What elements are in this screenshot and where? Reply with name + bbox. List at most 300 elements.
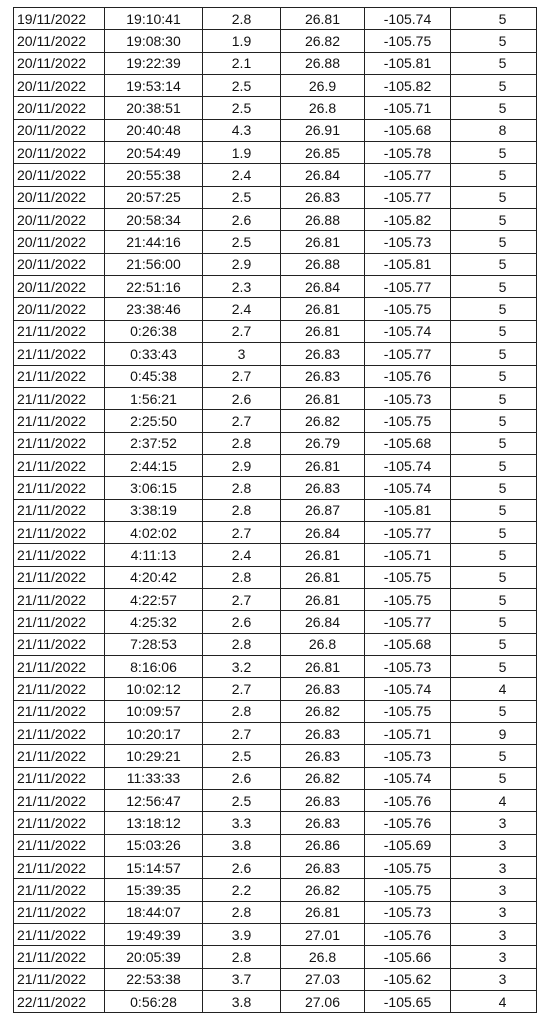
table-row xyxy=(14,611,537,633)
latitude-cell: 26.82 xyxy=(281,879,365,901)
date-cell: 21/11/2022 xyxy=(14,499,105,521)
longitude-cell: -105.75 xyxy=(365,588,451,610)
count-cell: 5 xyxy=(451,477,537,499)
longitude-cell: -105.81 xyxy=(365,499,451,521)
magnitude-cell: 2.6 xyxy=(203,857,281,879)
table-row xyxy=(14,52,537,74)
count-cell: 5 xyxy=(451,588,537,610)
time-cell: 7:28:53 xyxy=(105,633,203,655)
time-cell: 20:05:39 xyxy=(105,946,203,968)
time-cell: 0:33:43 xyxy=(105,343,203,365)
magnitude-cell: 2.5 xyxy=(203,745,281,767)
time-cell: 20:54:49 xyxy=(105,142,203,164)
time-cell: 11:33:33 xyxy=(105,767,203,789)
longitude-cell: -105.75 xyxy=(365,857,451,879)
count-cell: 3 xyxy=(451,924,537,946)
table-row xyxy=(14,186,537,208)
date-cell: 21/11/2022 xyxy=(14,343,105,365)
date-cell: 21/11/2022 xyxy=(14,968,105,990)
count-cell: 5 xyxy=(451,343,537,365)
table-row xyxy=(14,276,537,298)
time-cell: 20:55:38 xyxy=(105,164,203,186)
date-cell: 19/11/2022 xyxy=(14,8,105,30)
time-cell: 20:38:51 xyxy=(105,97,203,119)
time-cell: 19:49:39 xyxy=(105,924,203,946)
count-cell: 4 xyxy=(451,790,537,812)
time-cell: 19:10:41 xyxy=(105,8,203,30)
date-cell: 20/11/2022 xyxy=(14,30,105,52)
count-cell: 5 xyxy=(451,320,537,342)
longitude-cell: -105.74 xyxy=(365,477,451,499)
longitude-cell: -105.77 xyxy=(365,611,451,633)
data-table xyxy=(13,7,537,1013)
time-cell: 10:20:17 xyxy=(105,723,203,745)
table-row xyxy=(14,410,537,432)
longitude-cell: -105.77 xyxy=(365,521,451,543)
table-row xyxy=(14,298,537,320)
count-cell: 5 xyxy=(451,566,537,588)
count-cell: 5 xyxy=(451,164,537,186)
longitude-cell: -105.65 xyxy=(365,991,451,1013)
date-cell: 21/11/2022 xyxy=(14,678,105,700)
latitude-cell: 26.81 xyxy=(281,454,365,476)
table-row xyxy=(14,723,537,745)
latitude-cell: 26.81 xyxy=(281,298,365,320)
time-cell: 2:25:50 xyxy=(105,410,203,432)
count-cell: 5 xyxy=(451,521,537,543)
date-cell: 21/11/2022 xyxy=(14,723,105,745)
table-row xyxy=(14,97,537,119)
count-cell: 5 xyxy=(451,432,537,454)
table-row xyxy=(14,588,537,610)
longitude-cell: -105.75 xyxy=(365,298,451,320)
time-cell: 10:09:57 xyxy=(105,700,203,722)
longitude-cell: -105.73 xyxy=(365,231,451,253)
latitude-cell: 26.81 xyxy=(281,8,365,30)
longitude-cell: -105.81 xyxy=(365,253,451,275)
magnitude-cell: 2.7 xyxy=(203,320,281,342)
time-cell: 4:22:57 xyxy=(105,588,203,610)
magnitude-cell: 2.8 xyxy=(203,566,281,588)
date-cell: 20/11/2022 xyxy=(14,164,105,186)
magnitude-cell: 2.6 xyxy=(203,209,281,231)
magnitude-cell: 2.8 xyxy=(203,901,281,923)
date-cell: 21/11/2022 xyxy=(14,812,105,834)
time-cell: 3:06:15 xyxy=(105,477,203,499)
count-cell: 5 xyxy=(451,387,537,409)
latitude-cell: 26.83 xyxy=(281,477,365,499)
time-cell: 2:44:15 xyxy=(105,454,203,476)
longitude-cell: -105.71 xyxy=(365,544,451,566)
table-row xyxy=(14,209,537,231)
date-cell: 21/11/2022 xyxy=(14,365,105,387)
count-cell: 3 xyxy=(451,901,537,923)
magnitude-cell: 2.8 xyxy=(203,700,281,722)
longitude-cell: -105.73 xyxy=(365,655,451,677)
count-cell: 3 xyxy=(451,857,537,879)
magnitude-cell: 2.5 xyxy=(203,186,281,208)
table-row xyxy=(14,8,537,30)
latitude-cell: 26.84 xyxy=(281,521,365,543)
date-cell: 21/11/2022 xyxy=(14,745,105,767)
table-row xyxy=(14,521,537,543)
magnitude-cell: 3.2 xyxy=(203,655,281,677)
table-row xyxy=(14,477,537,499)
longitude-cell: -105.82 xyxy=(365,209,451,231)
latitude-cell: 26.83 xyxy=(281,723,365,745)
date-cell: 21/11/2022 xyxy=(14,946,105,968)
count-cell: 5 xyxy=(451,231,537,253)
count-cell: 8 xyxy=(451,119,537,141)
longitude-cell: -105.62 xyxy=(365,968,451,990)
magnitude-cell: 2.8 xyxy=(203,477,281,499)
magnitude-cell: 2.5 xyxy=(203,231,281,253)
table-row xyxy=(14,879,537,901)
longitude-cell: -105.74 xyxy=(365,454,451,476)
count-cell: 5 xyxy=(451,633,537,655)
table-row xyxy=(14,30,537,52)
time-cell: 4:25:32 xyxy=(105,611,203,633)
date-cell: 20/11/2022 xyxy=(14,231,105,253)
table-row xyxy=(14,924,537,946)
count-cell: 5 xyxy=(451,209,537,231)
date-cell: 21/11/2022 xyxy=(14,588,105,610)
latitude-cell: 26.83 xyxy=(281,365,365,387)
magnitude-cell: 2.5 xyxy=(203,75,281,97)
magnitude-cell: 2.1 xyxy=(203,52,281,74)
longitude-cell: -105.68 xyxy=(365,633,451,655)
date-cell: 21/11/2022 xyxy=(14,655,105,677)
magnitude-cell: 4.3 xyxy=(203,119,281,141)
latitude-cell: 26.88 xyxy=(281,52,365,74)
time-cell: 3:38:19 xyxy=(105,499,203,521)
longitude-cell: -105.74 xyxy=(365,678,451,700)
latitude-cell: 26.82 xyxy=(281,410,365,432)
table-row xyxy=(14,454,537,476)
magnitude-cell: 3.3 xyxy=(203,812,281,834)
date-cell: 20/11/2022 xyxy=(14,298,105,320)
table-row xyxy=(14,633,537,655)
magnitude-cell: 2.8 xyxy=(203,499,281,521)
latitude-cell: 26.88 xyxy=(281,253,365,275)
latitude-cell: 26.83 xyxy=(281,745,365,767)
longitude-cell: -105.68 xyxy=(365,432,451,454)
time-cell: 15:03:26 xyxy=(105,834,203,856)
latitude-cell: 26.79 xyxy=(281,432,365,454)
time-cell: 18:44:07 xyxy=(105,901,203,923)
table-row xyxy=(14,343,537,365)
time-cell: 19:53:14 xyxy=(105,75,203,97)
time-cell: 4:02:02 xyxy=(105,521,203,543)
date-cell: 21/11/2022 xyxy=(14,410,105,432)
latitude-cell: 27.03 xyxy=(281,968,365,990)
longitude-cell: -105.75 xyxy=(365,410,451,432)
magnitude-cell: 2.4 xyxy=(203,298,281,320)
table-row xyxy=(14,231,537,253)
magnitude-cell: 2.3 xyxy=(203,276,281,298)
count-cell: 5 xyxy=(451,611,537,633)
count-cell: 5 xyxy=(451,745,537,767)
time-cell: 0:26:38 xyxy=(105,320,203,342)
longitude-cell: -105.73 xyxy=(365,745,451,767)
longitude-cell: -105.73 xyxy=(365,901,451,923)
latitude-cell: 26.81 xyxy=(281,588,365,610)
latitude-cell: 26.9 xyxy=(281,75,365,97)
longitude-cell: -105.74 xyxy=(365,767,451,789)
table-row xyxy=(14,745,537,767)
latitude-cell: 26.83 xyxy=(281,343,365,365)
data-table-sheet xyxy=(13,7,536,1013)
magnitude-cell: 2.7 xyxy=(203,588,281,610)
table-row xyxy=(14,75,537,97)
magnitude-cell: 3.8 xyxy=(203,991,281,1013)
time-cell: 23:38:46 xyxy=(105,298,203,320)
latitude-cell: 26.81 xyxy=(281,901,365,923)
magnitude-cell: 2.6 xyxy=(203,611,281,633)
table-row xyxy=(14,320,537,342)
table-row xyxy=(14,767,537,789)
magnitude-cell: 2.6 xyxy=(203,387,281,409)
latitude-cell: 26.91 xyxy=(281,119,365,141)
magnitude-cell: 2.8 xyxy=(203,432,281,454)
magnitude-cell: 2.7 xyxy=(203,365,281,387)
latitude-cell: 26.81 xyxy=(281,566,365,588)
time-cell: 4:11:13 xyxy=(105,544,203,566)
longitude-cell: -105.76 xyxy=(365,924,451,946)
latitude-cell: 26.83 xyxy=(281,857,365,879)
time-cell: 10:29:21 xyxy=(105,745,203,767)
magnitude-cell: 3.8 xyxy=(203,834,281,856)
table-row xyxy=(14,946,537,968)
magnitude-cell: 2.7 xyxy=(203,678,281,700)
magnitude-cell: 3.9 xyxy=(203,924,281,946)
latitude-cell: 26.83 xyxy=(281,186,365,208)
time-cell: 4:20:42 xyxy=(105,566,203,588)
count-cell: 4 xyxy=(451,678,537,700)
table-row xyxy=(14,700,537,722)
table-row xyxy=(14,790,537,812)
time-cell: 19:08:30 xyxy=(105,30,203,52)
latitude-cell: 26.82 xyxy=(281,30,365,52)
time-cell: 22:51:16 xyxy=(105,276,203,298)
magnitude-cell: 1.9 xyxy=(203,30,281,52)
table-row xyxy=(14,142,537,164)
date-cell: 21/11/2022 xyxy=(14,879,105,901)
longitude-cell: -105.77 xyxy=(365,164,451,186)
table-row xyxy=(14,365,537,387)
longitude-cell: -105.82 xyxy=(365,75,451,97)
magnitude-cell: 1.9 xyxy=(203,142,281,164)
longitude-cell: -105.66 xyxy=(365,946,451,968)
time-cell: 1:56:21 xyxy=(105,387,203,409)
magnitude-cell: 2.2 xyxy=(203,879,281,901)
latitude-cell: 26.85 xyxy=(281,142,365,164)
date-cell: 21/11/2022 xyxy=(14,320,105,342)
time-cell: 10:02:12 xyxy=(105,678,203,700)
table-row xyxy=(14,834,537,856)
magnitude-cell: 2.4 xyxy=(203,544,281,566)
time-cell: 15:39:35 xyxy=(105,879,203,901)
latitude-cell: 26.81 xyxy=(281,655,365,677)
longitude-cell: -105.77 xyxy=(365,343,451,365)
date-cell: 21/11/2022 xyxy=(14,566,105,588)
latitude-cell: 27.01 xyxy=(281,924,365,946)
table-row xyxy=(14,499,537,521)
date-cell: 21/11/2022 xyxy=(14,767,105,789)
longitude-cell: -105.75 xyxy=(365,30,451,52)
table-row xyxy=(14,387,537,409)
longitude-cell: -105.73 xyxy=(365,387,451,409)
table-row xyxy=(14,253,537,275)
longitude-cell: -105.71 xyxy=(365,97,451,119)
latitude-cell: 26.81 xyxy=(281,320,365,342)
latitude-cell: 26.84 xyxy=(281,611,365,633)
table-row xyxy=(14,857,537,879)
magnitude-cell: 2.8 xyxy=(203,8,281,30)
date-cell: 20/11/2022 xyxy=(14,209,105,231)
date-cell: 21/11/2022 xyxy=(14,790,105,812)
date-cell: 21/11/2022 xyxy=(14,633,105,655)
magnitude-cell: 3 xyxy=(203,343,281,365)
date-cell: 21/11/2022 xyxy=(14,454,105,476)
date-cell: 20/11/2022 xyxy=(14,253,105,275)
magnitude-cell: 2.5 xyxy=(203,97,281,119)
time-cell: 21:44:16 xyxy=(105,231,203,253)
latitude-cell: 26.84 xyxy=(281,164,365,186)
magnitude-cell: 2.4 xyxy=(203,164,281,186)
table-row xyxy=(14,901,537,923)
count-cell: 5 xyxy=(451,75,537,97)
table-row xyxy=(14,968,537,990)
table-row xyxy=(14,544,537,566)
time-cell: 15:14:57 xyxy=(105,857,203,879)
count-cell: 5 xyxy=(451,700,537,722)
count-cell: 3 xyxy=(451,812,537,834)
latitude-cell: 26.8 xyxy=(281,633,365,655)
count-cell: 5 xyxy=(451,186,537,208)
time-cell: 22:53:38 xyxy=(105,968,203,990)
count-cell: 5 xyxy=(451,253,537,275)
longitude-cell: -105.74 xyxy=(365,320,451,342)
date-cell: 21/11/2022 xyxy=(14,432,105,454)
table-body xyxy=(14,8,537,1013)
table-row xyxy=(14,566,537,588)
date-cell: 20/11/2022 xyxy=(14,52,105,74)
date-cell: 21/11/2022 xyxy=(14,544,105,566)
table-row xyxy=(14,678,537,700)
magnitude-cell: 2.7 xyxy=(203,521,281,543)
count-cell: 5 xyxy=(451,52,537,74)
magnitude-cell: 2.6 xyxy=(203,767,281,789)
magnitude-cell: 3.7 xyxy=(203,968,281,990)
count-cell: 5 xyxy=(451,276,537,298)
latitude-cell: 26.83 xyxy=(281,790,365,812)
date-cell: 20/11/2022 xyxy=(14,97,105,119)
longitude-cell: -105.76 xyxy=(365,790,451,812)
date-cell: 20/11/2022 xyxy=(14,142,105,164)
longitude-cell: -105.77 xyxy=(365,276,451,298)
date-cell: 21/11/2022 xyxy=(14,521,105,543)
time-cell: 20:58:34 xyxy=(105,209,203,231)
table-row xyxy=(14,432,537,454)
time-cell: 0:45:38 xyxy=(105,365,203,387)
longitude-cell: -105.68 xyxy=(365,119,451,141)
count-cell: 9 xyxy=(451,723,537,745)
count-cell: 5 xyxy=(451,499,537,521)
latitude-cell: 26.83 xyxy=(281,812,365,834)
magnitude-cell: 2.7 xyxy=(203,410,281,432)
magnitude-cell: 2.9 xyxy=(203,253,281,275)
count-cell: 5 xyxy=(451,30,537,52)
latitude-cell: 26.83 xyxy=(281,678,365,700)
latitude-cell: 27.06 xyxy=(281,991,365,1013)
time-cell: 0:56:28 xyxy=(105,991,203,1013)
magnitude-cell: 2.7 xyxy=(203,723,281,745)
date-cell: 21/11/2022 xyxy=(14,834,105,856)
latitude-cell: 26.81 xyxy=(281,231,365,253)
magnitude-cell: 2.5 xyxy=(203,790,281,812)
latitude-cell: 26.81 xyxy=(281,387,365,409)
count-cell: 5 xyxy=(451,767,537,789)
latitude-cell: 26.84 xyxy=(281,276,365,298)
date-cell: 21/11/2022 xyxy=(14,700,105,722)
longitude-cell: -105.75 xyxy=(365,700,451,722)
longitude-cell: -105.71 xyxy=(365,723,451,745)
table-row xyxy=(14,119,537,141)
date-cell: 22/11/2022 xyxy=(14,991,105,1013)
count-cell: 3 xyxy=(451,946,537,968)
time-cell: 20:40:48 xyxy=(105,119,203,141)
magnitude-cell: 2.8 xyxy=(203,633,281,655)
time-cell: 20:57:25 xyxy=(105,186,203,208)
count-cell: 5 xyxy=(451,454,537,476)
date-cell: 20/11/2022 xyxy=(14,276,105,298)
longitude-cell: -105.78 xyxy=(365,142,451,164)
latitude-cell: 26.82 xyxy=(281,767,365,789)
date-cell: 21/11/2022 xyxy=(14,611,105,633)
longitude-cell: -105.74 xyxy=(365,8,451,30)
latitude-cell: 26.82 xyxy=(281,700,365,722)
longitude-cell: -105.75 xyxy=(365,879,451,901)
time-cell: 12:56:47 xyxy=(105,790,203,812)
magnitude-cell: 2.8 xyxy=(203,946,281,968)
magnitude-cell: 2.9 xyxy=(203,454,281,476)
count-cell: 5 xyxy=(451,8,537,30)
count-cell: 5 xyxy=(451,655,537,677)
latitude-cell: 26.81 xyxy=(281,544,365,566)
count-cell: 3 xyxy=(451,834,537,856)
count-cell: 3 xyxy=(451,968,537,990)
longitude-cell: -105.76 xyxy=(365,812,451,834)
count-cell: 5 xyxy=(451,142,537,164)
time-cell: 8:16:06 xyxy=(105,655,203,677)
count-cell: 5 xyxy=(451,298,537,320)
date-cell: 21/11/2022 xyxy=(14,857,105,879)
time-cell: 13:18:12 xyxy=(105,812,203,834)
longitude-cell: -105.77 xyxy=(365,186,451,208)
longitude-cell: -105.76 xyxy=(365,365,451,387)
time-cell: 21:56:00 xyxy=(105,253,203,275)
longitude-cell: -105.75 xyxy=(365,566,451,588)
date-cell: 20/11/2022 xyxy=(14,75,105,97)
date-cell: 21/11/2022 xyxy=(14,901,105,923)
latitude-cell: 26.87 xyxy=(281,499,365,521)
time-cell: 19:22:39 xyxy=(105,52,203,74)
date-cell: 21/11/2022 xyxy=(14,477,105,499)
date-cell: 21/11/2022 xyxy=(14,387,105,409)
latitude-cell: 26.86 xyxy=(281,834,365,856)
count-cell: 3 xyxy=(451,879,537,901)
